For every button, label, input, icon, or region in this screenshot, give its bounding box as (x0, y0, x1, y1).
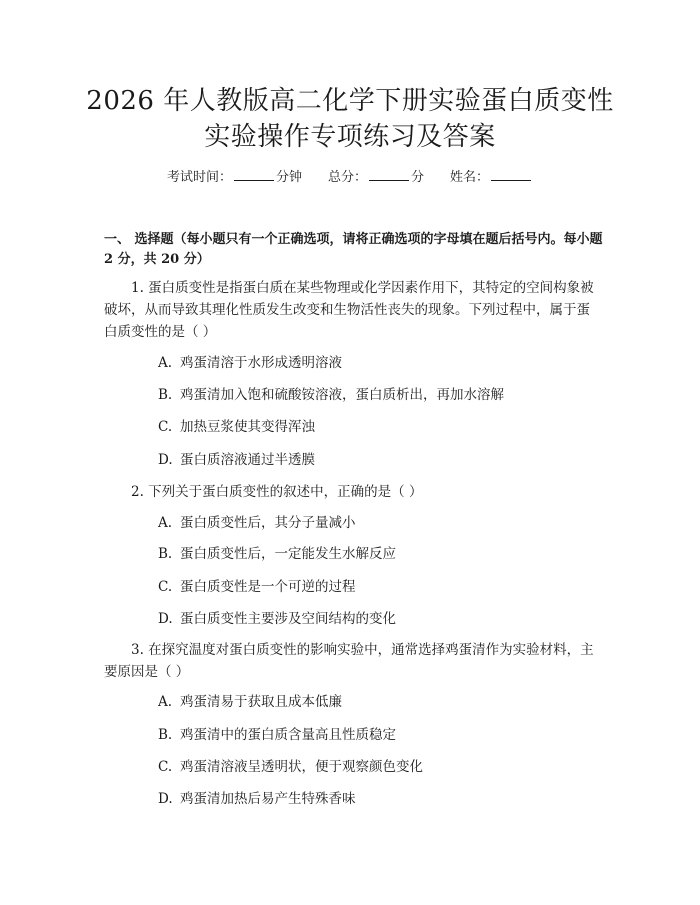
question-1-stem: 1. 蛋白质变性是指蛋白质在某些物理或化学因素作用下，其特定的空间构象被破坏，从而导致其理化性质发生改变和生物活性丧失的现象。下列过程中，属于蛋白质变性的是（ ） (104, 280, 594, 340)
option-text: 鸡蛋清加热后易产生特殊香味 (180, 791, 356, 807)
time-unit: 分钟 (275, 170, 302, 185)
exam-meta (0, 168, 700, 188)
option-letter: C. (158, 579, 173, 595)
score-label: 总分： (327, 170, 367, 185)
option-letter: A. (158, 694, 173, 710)
question-2-stem: 2. 下列关于蛋白质变性的叙述中，正确的是（ ） (131, 484, 423, 500)
option-letter: D. (158, 452, 173, 468)
question-2-option-a (158, 513, 356, 533)
question-2-option-b (158, 544, 396, 564)
question-3-stem: 3. 在探究温度对蛋白质变性的影响实验中，通常选择鸡蛋清作为实验材料，主要原因是（ ） (104, 642, 594, 680)
option-letter: C. (158, 759, 173, 775)
option-letter: D. (158, 611, 173, 627)
page-title-line1: 2026 年人教版高二化学下册实验蛋白质变性 (86, 86, 614, 116)
question-1-option-a (158, 353, 342, 373)
option-text: 蛋白质变性是一个可逆的过程 (180, 579, 356, 595)
name-label: 姓名： (450, 170, 490, 185)
option-text: 鸡蛋清中的蛋白质含量高且性质稳定 (180, 727, 396, 743)
question-2-option-c (158, 577, 356, 597)
time-label: 考试时间： (166, 170, 232, 185)
option-letter: B. (158, 546, 173, 562)
page-title-line2: 实验操作专项练习及答案 (204, 122, 496, 152)
section-heading: 一、 选择题（每小题只有一个正确选项，请将正确选项的字母填在题后括号内。每小题 2 分，共 20 分） (104, 232, 603, 267)
option-letter: A. (158, 515, 173, 531)
option-letter: B. (158, 387, 173, 403)
question-1-option-b (158, 385, 504, 405)
option-text: 蛋白质变性后，其分子量减小 (180, 515, 356, 531)
option-letter: B. (158, 727, 173, 743)
score-unit: 分 (411, 170, 425, 185)
option-text: 蛋白质溶液通过半透膜 (180, 452, 315, 468)
option-letter: D. (158, 791, 173, 807)
option-text: 加热豆浆使其变得浑浊 (180, 419, 315, 435)
question-1-option-d (158, 450, 315, 470)
option-text: 蛋白质变性后，一定能发生水解反应 (180, 546, 396, 562)
question-2-option-d (158, 609, 396, 629)
name-blank (491, 168, 531, 181)
option-letter: A. (158, 355, 173, 371)
option-text: 鸡蛋清加入饱和硫酸铵溶液，蛋白质析出，再加水溶解 (180, 387, 504, 403)
question-3-option-b (158, 725, 396, 745)
option-text: 蛋白质变性主要涉及空间结构的变化 (180, 611, 396, 627)
question-3-option-a (158, 692, 342, 712)
option-text: 鸡蛋清溶于水形成透明溶液 (180, 355, 342, 371)
option-letter: C. (158, 419, 173, 435)
question-3-option-d (158, 789, 356, 809)
time-blank (234, 168, 274, 181)
question-3-option-c (158, 757, 423, 777)
score-blank (369, 168, 409, 181)
option-text: 鸡蛋清溶液呈透明状，便于观察颜色变化 (180, 759, 423, 775)
question-1-option-c (158, 417, 315, 437)
option-text: 鸡蛋清易于获取且成本低廉 (180, 694, 342, 710)
